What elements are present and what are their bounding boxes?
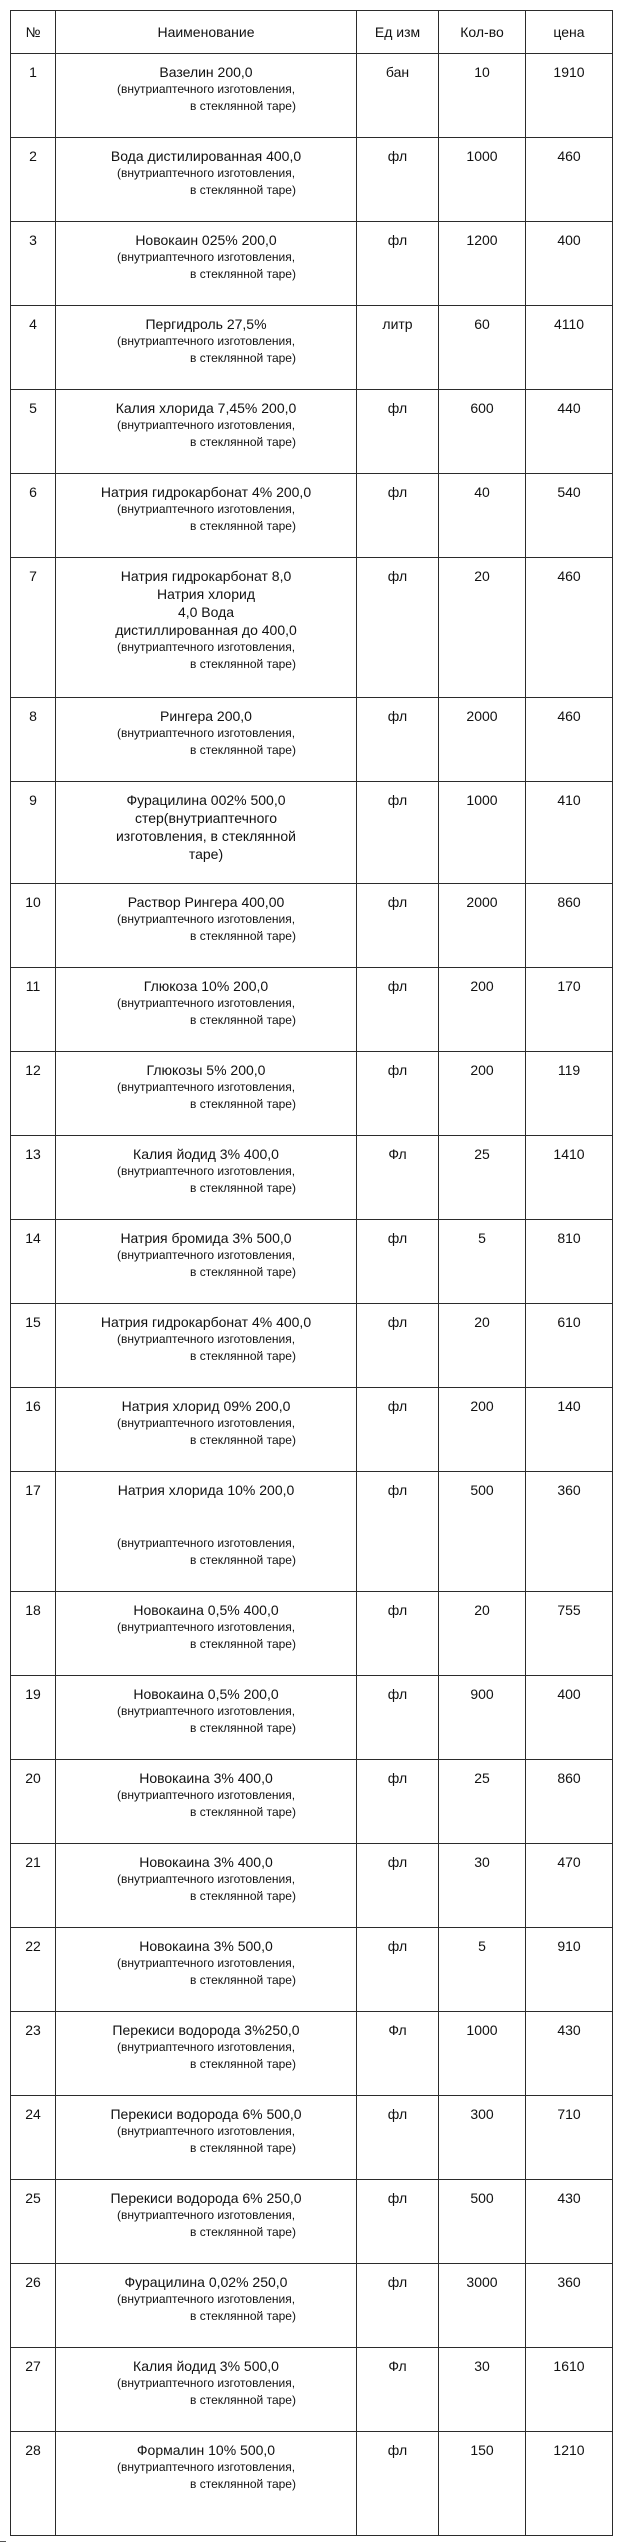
row-name: [56, 2432, 357, 2536]
table-row: [11, 2096, 613, 2180]
row-price: 140: [526, 1388, 613, 1472]
row-num: 11: [11, 968, 56, 1052]
row-price: 360: [526, 2264, 613, 2348]
row-qty: 5: [439, 1220, 526, 1304]
table-row: [11, 306, 613, 390]
name-note-container: в стеклянной таре): [190, 1433, 296, 1447]
name-spacer: [56, 1499, 356, 1535]
name-note-container: в стеклянной таре): [190, 2393, 296, 2407]
name-main: Перекиси водорода 6% 500,0: [110, 2106, 302, 2122]
row-num: 7: [11, 558, 56, 698]
row-num: 18: [11, 1592, 56, 1676]
row-price: 470: [526, 1844, 613, 1928]
name-note: (внутриаптечного изготовления,: [116, 2124, 296, 2138]
name-note-container: в стеклянной таре): [190, 1973, 296, 1987]
name-main: Раствор Рингера 400,00: [127, 894, 285, 910]
row-name: [56, 222, 357, 306]
name-note: (внутриаптечного изготовления,: [116, 334, 296, 348]
name-main: Калия йодид 3% 400,0: [133, 1146, 279, 1162]
row-name: [56, 1676, 357, 1760]
name-line: таре): [188, 846, 224, 862]
name-main: Натрия бромида 3% 500,0: [120, 1230, 292, 1246]
name-note: (внутриаптечного изготовления,: [116, 2460, 296, 2474]
row-qty: 2000: [439, 698, 526, 782]
row-qty: 150: [439, 2432, 526, 2536]
row-num: 13: [11, 1136, 56, 1220]
row-name: [56, 1052, 357, 1136]
name-note-container: в стеклянной таре): [190, 2309, 296, 2323]
row-num: 20: [11, 1760, 56, 1844]
table-row: [11, 2348, 613, 2432]
header-price: цена: [526, 11, 613, 54]
row-unit: Фл: [357, 2348, 439, 2432]
name-note: (внутриаптечного изготовления,: [116, 1704, 296, 1718]
row-unit: фл: [357, 558, 439, 698]
row-price: 710: [526, 2096, 613, 2180]
name-note-container: в стеклянной таре): [190, 1805, 296, 1819]
name-note-container: в стеклянной таре): [190, 1013, 296, 1027]
row-name: [56, 2348, 357, 2432]
name-main: Новокаина 3% 400,0: [139, 1854, 273, 1870]
row-num: 12: [11, 1052, 56, 1136]
table-row: [11, 2180, 613, 2264]
row-name: [56, 698, 357, 782]
name-note-container: в стеклянной таре): [190, 2225, 296, 2239]
row-qty: 2000: [439, 884, 526, 968]
table-row: [11, 782, 613, 884]
row-price: 119: [526, 1052, 613, 1136]
row-qty: 600: [439, 390, 526, 474]
row-price: 4110: [526, 306, 613, 390]
row-price: 1210: [526, 2432, 613, 2536]
table-row: [11, 1052, 613, 1136]
row-price: 610: [526, 1304, 613, 1388]
row-qty: 200: [439, 968, 526, 1052]
table-row: [11, 1304, 613, 1388]
table-row: [11, 1388, 613, 1472]
row-price: 540: [526, 474, 613, 558]
row-num: 26: [11, 2264, 56, 2348]
row-unit: фл: [357, 2180, 439, 2264]
row-num: 9: [11, 782, 56, 884]
table-row: [11, 2432, 613, 2536]
row-num: 28: [11, 2432, 56, 2536]
row-name: [56, 2012, 357, 2096]
row-qty: 40: [439, 474, 526, 558]
name-main: Пергидроль 27,5%: [145, 316, 267, 332]
row-qty: 900: [439, 1676, 526, 1760]
row-num: 1: [11, 54, 56, 138]
name-main: Глюкозы 5% 200,0: [146, 1062, 266, 1078]
name-main: Новокаина 0,5% 400,0: [133, 1602, 279, 1618]
name-main: Новокаин 025% 200,0: [135, 232, 277, 248]
row-price: 400: [526, 222, 613, 306]
name-note-container: в стеклянной таре): [190, 2057, 296, 2071]
name-note-container: в стеклянной таре): [190, 519, 296, 533]
name-note-container: в стеклянной таре): [190, 1349, 296, 1363]
row-qty: 30: [439, 1844, 526, 1928]
table-row: [11, 1592, 613, 1676]
row-unit: фл: [357, 1472, 439, 1592]
table-row: [11, 1928, 613, 2012]
header-name: Наименование: [56, 11, 357, 54]
row-name: [56, 1136, 357, 1220]
name-note: (внутриаптечного изготовления,: [116, 1536, 296, 1550]
name-line: 4,0 Вода: [177, 604, 235, 620]
name-note-container: в стеклянной таре): [190, 1721, 296, 1735]
name-note: (внутриаптечного изготовления,: [116, 1332, 296, 1346]
name-main: Вазелин 200,0: [159, 64, 253, 80]
row-qty: 25: [439, 1760, 526, 1844]
row-qty: 20: [439, 558, 526, 698]
row-qty: 20: [439, 1304, 526, 1388]
row-num: 19: [11, 1676, 56, 1760]
row-qty: 1000: [439, 782, 526, 884]
row-num: 27: [11, 2348, 56, 2432]
row-name: [56, 1844, 357, 1928]
row-unit: фл: [357, 782, 439, 884]
row-price: 430: [526, 2180, 613, 2264]
row-num: 6: [11, 474, 56, 558]
name-note: (внутриаптечного изготовления,: [116, 166, 296, 180]
row-num: 8: [11, 698, 56, 782]
name-note: (внутриаптечного изготовления,: [116, 2376, 296, 2390]
row-qty: 3000: [439, 2264, 526, 2348]
name-note-container: в стеклянной таре): [190, 2477, 296, 2491]
row-name: [56, 1220, 357, 1304]
name-main: Натрия гидрокарбонат 4% 400,0: [100, 1314, 312, 1330]
row-unit: фл: [357, 1052, 439, 1136]
row-price: 460: [526, 698, 613, 782]
row-price: 170: [526, 968, 613, 1052]
name-note: (внутриаптечного изготовления,: [116, 996, 296, 1010]
row-qty: 25: [439, 1136, 526, 1220]
name-note-container: в стеклянной таре): [190, 657, 296, 671]
row-unit: бан: [357, 54, 439, 138]
table-row: [11, 474, 613, 558]
table-body: [11, 54, 613, 2536]
name-main: Вода дистилированная 400,0: [110, 148, 302, 164]
row-unit: Фл: [357, 2012, 439, 2096]
row-unit: фл: [357, 138, 439, 222]
row-price: 360: [526, 1472, 613, 1592]
name-main: Перекиси водорода 6% 250,0: [110, 2190, 302, 2206]
price-table: [10, 10, 613, 2536]
name-note-container: в стеклянной таре): [190, 2141, 296, 2155]
row-unit: фл: [357, 698, 439, 782]
name-main: Калия хлорида 7,45% 200,0: [115, 400, 297, 416]
name-line: изготовления, в стеклянной: [115, 828, 296, 844]
row-name: [56, 474, 357, 558]
name-note: (внутриаптечного изготовления,: [116, 1956, 296, 1970]
table-row: [11, 1220, 613, 1304]
name-main: Натрия хлорида 10% 200,0: [117, 1482, 295, 1498]
name-note-container: в стеклянной таре): [190, 1181, 296, 1195]
row-qty: 1000: [439, 138, 526, 222]
row-name: [56, 2096, 357, 2180]
row-unit: фл: [357, 1760, 439, 1844]
row-unit: фл: [357, 968, 439, 1052]
name-note-container: в стеклянной таре): [190, 1097, 296, 1111]
row-unit: фл: [357, 1220, 439, 1304]
row-qty: 20: [439, 1592, 526, 1676]
name-note: (внутриаптечного изготовления,: [116, 912, 296, 926]
name-main: Новокаина 3% 500,0: [139, 1938, 273, 1954]
row-unit: литр: [357, 306, 439, 390]
name-note-container: в стеклянной таре): [190, 435, 296, 449]
name-note-container: в стеклянной таре): [190, 1553, 296, 1567]
row-num: 5: [11, 390, 56, 474]
name-note: (внутриаптечного изготовления,: [116, 1416, 296, 1430]
name-line: дистиллированная до 400,0: [115, 622, 297, 638]
table-row: [11, 1136, 613, 1220]
table-row: [11, 1472, 613, 1592]
row-unit: фл: [357, 1928, 439, 2012]
row-name: [56, 1472, 357, 1592]
name-note: (внутриаптечного изготовления,: [116, 418, 296, 432]
table-row: [11, 1676, 613, 1760]
row-name: [56, 1388, 357, 1472]
name-main: Натрия хлорид 09% 200,0: [121, 1398, 291, 1414]
name-note: (внутриаптечного изготовления,: [116, 250, 296, 264]
row-price: 1610: [526, 2348, 613, 2432]
name-line: Натрия гидрокарбонат 8,0: [120, 568, 292, 584]
row-qty: 200: [439, 1388, 526, 1472]
name-main: Новокаина 3% 400,0: [139, 1770, 273, 1786]
table-row: [11, 1760, 613, 1844]
row-name: [56, 390, 357, 474]
row-qty: 10: [439, 54, 526, 138]
row-price: 755: [526, 1592, 613, 1676]
name-note-container: в стеклянной таре): [190, 351, 296, 365]
row-num: 4: [11, 306, 56, 390]
row-qty: 1000: [439, 2012, 526, 2096]
table-header-row: [11, 11, 613, 54]
name-note: (внутриаптечного изготовления,: [116, 1164, 296, 1178]
name-note: (внутриаптечного изготовления,: [116, 1080, 296, 1094]
page-edge-mark: [0, 2541, 6, 2542]
name-main: Формалин 10% 500,0: [136, 2442, 276, 2458]
row-unit: фл: [357, 2096, 439, 2180]
row-name: [56, 782, 357, 884]
header-num: №: [11, 11, 56, 54]
row-num: 24: [11, 2096, 56, 2180]
row-price: 460: [526, 558, 613, 698]
row-unit: фл: [357, 1844, 439, 1928]
header-unit: Ед изм: [357, 11, 439, 54]
row-price: 430: [526, 2012, 613, 2096]
name-line: стер(внутриаптечного: [134, 810, 278, 826]
row-name: [56, 2180, 357, 2264]
row-name: [56, 1592, 357, 1676]
row-unit: фл: [357, 2432, 439, 2536]
row-qty: 30: [439, 2348, 526, 2432]
row-price: 810: [526, 1220, 613, 1304]
name-note-container: в стеклянной таре): [190, 743, 296, 757]
header-qty: Кол-во: [439, 11, 526, 54]
table-row: [11, 968, 613, 1052]
name-note-container: в стеклянной таре): [190, 1265, 296, 1279]
row-num: 25: [11, 2180, 56, 2264]
row-price: 440: [526, 390, 613, 474]
name-note: (внутриаптечного изготовления,: [116, 1248, 296, 1262]
name-line: Натрия хлорид: [157, 586, 255, 602]
row-qty: 5: [439, 1928, 526, 2012]
name-note: (внутриаптечного изготовления,: [116, 1620, 296, 1634]
row-price: 1410: [526, 1136, 613, 1220]
name-note-container: в стеклянной таре): [190, 929, 296, 943]
name-note-container: в стеклянной таре): [190, 99, 296, 113]
name-main: Калия йодид 3% 500,0: [133, 2358, 279, 2374]
name-main: Новокаина 0,5% 200,0: [133, 1686, 279, 1702]
name-note: (внутриаптечного изготовления,: [116, 640, 296, 654]
row-num: 15: [11, 1304, 56, 1388]
row-price: 410: [526, 782, 613, 884]
row-qty: 500: [439, 1472, 526, 1592]
table-row: [11, 390, 613, 474]
row-qty: 500: [439, 2180, 526, 2264]
row-name: [56, 306, 357, 390]
name-note-container: в стеклянной таре): [190, 1889, 296, 1903]
row-unit: фл: [357, 1304, 439, 1388]
table-row: [11, 222, 613, 306]
table-row: [11, 2264, 613, 2348]
row-unit: фл: [357, 884, 439, 968]
row-name: [56, 884, 357, 968]
row-num: 17: [11, 1472, 56, 1592]
row-unit: фл: [357, 1592, 439, 1676]
row-num: 21: [11, 1844, 56, 1928]
name-main: Натрия гидрокарбонат 4% 200,0: [100, 484, 312, 500]
name-note: (внутриаптечного изготовления,: [116, 2208, 296, 2222]
name-note: (внутриаптечного изготовления,: [116, 726, 296, 740]
row-name: [56, 2264, 357, 2348]
name-note: (внутриаптечного изготовления,: [116, 502, 296, 516]
name-note-container: в стеклянной таре): [190, 183, 296, 197]
row-price: 860: [526, 1760, 613, 1844]
row-price: 910: [526, 1928, 613, 2012]
row-name: [56, 1928, 357, 2012]
row-name: [56, 1760, 357, 1844]
name-note: (внутриаптечного изготовления,: [116, 82, 296, 96]
row-name: [56, 558, 357, 698]
row-unit: фл: [357, 1388, 439, 1472]
row-num: 23: [11, 2012, 56, 2096]
name-main: Фурацилина 0,02% 250,0: [124, 2274, 288, 2290]
row-num: 2: [11, 138, 56, 222]
row-unit: фл: [357, 474, 439, 558]
table-row: [11, 54, 613, 138]
name-note: (внутриаптечного изготовления,: [116, 2292, 296, 2306]
row-num: 22: [11, 1928, 56, 2012]
table-row: [11, 2012, 613, 2096]
table-row: [11, 558, 613, 698]
row-qty: 300: [439, 2096, 526, 2180]
name-note-container: в стеклянной таре): [190, 1637, 296, 1651]
row-price: 1910: [526, 54, 613, 138]
row-qty: 60: [439, 306, 526, 390]
row-num: 3: [11, 222, 56, 306]
table-row: [11, 698, 613, 782]
name-line: Фурацилина 002% 500,0: [126, 792, 286, 808]
row-price: 460: [526, 138, 613, 222]
row-name: [56, 138, 357, 222]
row-name: [56, 1304, 357, 1388]
table-row: [11, 884, 613, 968]
name-main: Перекиси водорода 3%250,0: [112, 2022, 300, 2038]
row-unit: Фл: [357, 1136, 439, 1220]
row-name: [56, 968, 357, 1052]
name-note-container: в стеклянной таре): [190, 267, 296, 281]
name-note: (внутриаптечного изготовления,: [116, 2040, 296, 2054]
row-price: 400: [526, 1676, 613, 1760]
name-note: (внутриаптечного изготовления,: [116, 1788, 296, 1802]
row-unit: фл: [357, 2264, 439, 2348]
table-row: [11, 138, 613, 222]
row-num: 14: [11, 1220, 56, 1304]
row-name: [56, 54, 357, 138]
row-unit: фл: [357, 222, 439, 306]
name-note: (внутриаптечного изготовления,: [116, 1872, 296, 1886]
row-unit: фл: [357, 1676, 439, 1760]
name-main: Глюкоза 10% 200,0: [143, 978, 269, 994]
row-num: 16: [11, 1388, 56, 1472]
table-row: [11, 1844, 613, 1928]
name-main: Рингера 200,0: [160, 708, 252, 724]
row-num: 10: [11, 884, 56, 968]
row-price: 860: [526, 884, 613, 968]
row-qty: 200: [439, 1052, 526, 1136]
row-unit: фл: [357, 390, 439, 474]
row-qty: 1200: [439, 222, 526, 306]
